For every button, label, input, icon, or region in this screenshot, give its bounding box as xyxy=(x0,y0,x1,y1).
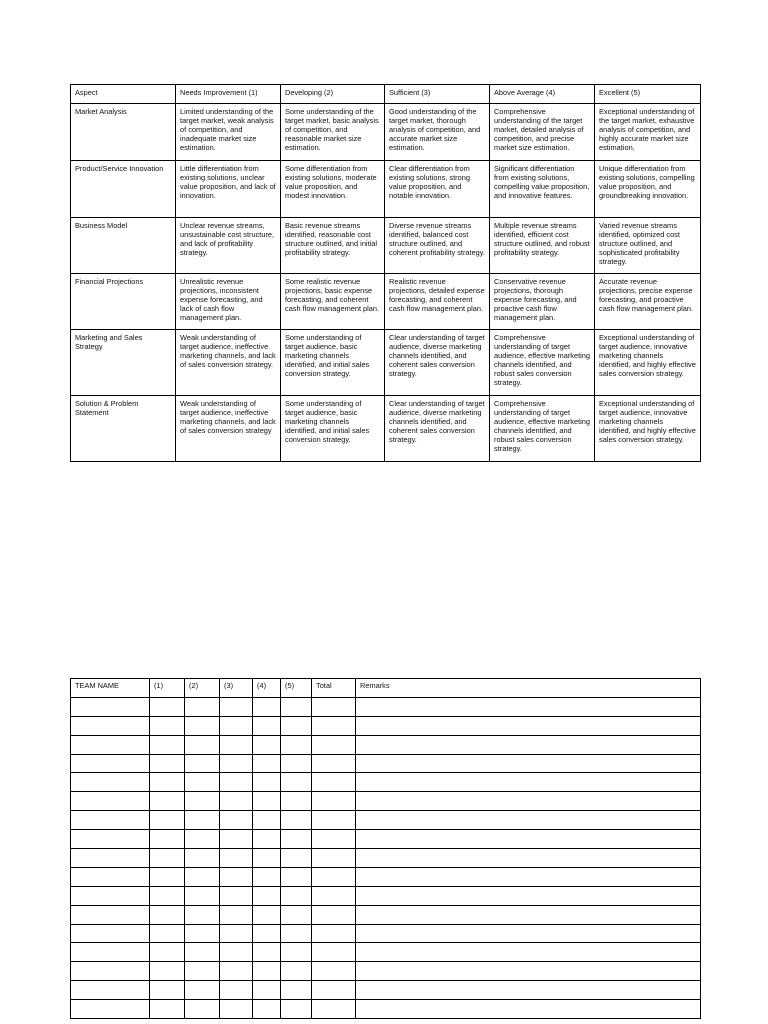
rubric-criteria-cell: Realistic revenue projections, detailed expense forecasting, and coherent cash flow management plan. xyxy=(385,274,490,330)
score-cell xyxy=(356,924,701,943)
rubric-criteria-cell: Some realistic revenue projections, basic expense forecasting, and coherent cash flow management plan. xyxy=(281,274,385,330)
score-cell xyxy=(71,924,150,943)
rubric-criteria-cell: Clear understanding of target audience, diverse marketing channels identified, and coherent sales conversion strategy. xyxy=(385,396,490,462)
score-cell xyxy=(312,867,356,886)
score-header-cell: Total xyxy=(312,679,356,698)
score-cell xyxy=(253,697,281,716)
score-cell xyxy=(150,924,185,943)
rubric-criteria-cell: Comprehensive understanding of the target market, detailed analysis of competition, and precise market size estimation. xyxy=(490,104,595,161)
score-cell xyxy=(220,754,253,773)
score-cell xyxy=(150,905,185,924)
score-cell xyxy=(253,867,281,886)
rubric-header-cell: Sufficient (3) xyxy=(385,85,490,104)
score-cell xyxy=(150,697,185,716)
score-cell xyxy=(356,792,701,811)
score-cell xyxy=(185,867,220,886)
score-cell xyxy=(185,943,220,962)
rubric-criteria-cell: Some understanding of target audience, basic marketing channels identified, and initial sales conversion strategy. xyxy=(281,396,385,462)
score-row xyxy=(71,962,701,981)
score-cell xyxy=(356,697,701,716)
score-cell xyxy=(312,943,356,962)
score-row xyxy=(71,754,701,773)
score-cell xyxy=(71,811,150,830)
score-cell xyxy=(312,849,356,868)
score-cell xyxy=(220,867,253,886)
score-cell xyxy=(281,849,312,868)
score-cell xyxy=(150,716,185,735)
score-row xyxy=(71,905,701,924)
score-header-cell: (3) xyxy=(220,679,253,698)
score-cell xyxy=(253,830,281,849)
rubric-header-cell: Aspect xyxy=(71,85,176,104)
score-row xyxy=(71,886,701,905)
score-row xyxy=(71,811,701,830)
score-cell xyxy=(220,792,253,811)
score-row xyxy=(71,716,701,735)
rubric-aspect-cell: Solution & Problem Statement xyxy=(71,396,176,462)
score-header-cell: (5) xyxy=(281,679,312,698)
score-cell xyxy=(220,924,253,943)
score-cell xyxy=(312,754,356,773)
score-header-cell: (1) xyxy=(150,679,185,698)
score-cell xyxy=(220,886,253,905)
rubric-criteria-cell: Exceptional understanding of target audience, innovative marketing channels identified, and highly effective sales conversion strategy. xyxy=(595,330,701,396)
score-cell xyxy=(281,924,312,943)
score-cell xyxy=(150,830,185,849)
score-cell xyxy=(185,849,220,868)
score-cell xyxy=(185,792,220,811)
score-cell xyxy=(253,981,281,1000)
score-cell xyxy=(253,792,281,811)
score-cell xyxy=(281,962,312,981)
score-cell xyxy=(312,792,356,811)
score-cell xyxy=(220,697,253,716)
score-cell xyxy=(253,716,281,735)
rubric-criteria-cell: Clear differentiation from existing solutions, strong value proposition, and notable innovation. xyxy=(385,161,490,218)
score-cell xyxy=(150,735,185,754)
score-cell xyxy=(185,905,220,924)
score-cell xyxy=(312,981,356,1000)
score-cell xyxy=(253,924,281,943)
score-cell xyxy=(281,716,312,735)
score-cell xyxy=(356,849,701,868)
rubric-criteria-cell: Unrealistic revenue projections, inconsistent expense forecasting, and lack of cash flow management plan. xyxy=(176,274,281,330)
rubric-criteria-cell: Exceptional understanding of target audience, innovative marketing channels identified, and highly effective sales conversion strategy. xyxy=(595,396,701,462)
score-cell xyxy=(356,830,701,849)
score-cell xyxy=(220,716,253,735)
score-cell xyxy=(185,830,220,849)
score-cell xyxy=(150,962,185,981)
score-cell xyxy=(150,773,185,792)
score-cell xyxy=(150,792,185,811)
score-cell xyxy=(356,811,701,830)
score-cell xyxy=(71,735,150,754)
score-cell xyxy=(356,773,701,792)
score-header-cell: (4) xyxy=(253,679,281,698)
score-header-cell: TEAM NAME xyxy=(71,679,150,698)
score-cell xyxy=(253,735,281,754)
score-cell xyxy=(150,886,185,905)
score-cell xyxy=(150,943,185,962)
score-cell xyxy=(71,849,150,868)
rubric-criteria-cell: Unclear revenue streams, unsustainable cost structure, and lack of profitability strategy. xyxy=(176,218,281,274)
rubric-row xyxy=(71,330,701,396)
score-cell xyxy=(281,943,312,962)
score-cell xyxy=(185,754,220,773)
score-cell xyxy=(253,886,281,905)
score-header-cell: Remarks xyxy=(356,679,701,698)
score-sheet-body xyxy=(71,679,701,1019)
score-cell xyxy=(281,981,312,1000)
score-cell xyxy=(281,773,312,792)
score-row xyxy=(71,867,701,886)
rubric-criteria-cell: Clear understanding of target audience, diverse marketing channels identified, and coherent sales conversion strategy. xyxy=(385,330,490,396)
score-cell xyxy=(356,867,701,886)
rubric-criteria-cell: Some understanding of the target market, basic analysis of competition, and reasonable market size estimation. xyxy=(281,104,385,161)
rubric-criteria-cell: Multiple revenue streams identified, efficient cost structure outlined, and robust profitability strategy. xyxy=(490,218,595,274)
score-cell xyxy=(150,1000,185,1019)
score-cell xyxy=(253,943,281,962)
score-cell xyxy=(312,735,356,754)
rubric-criteria-cell: Accurate revenue projections, precise expense forecasting, and proactive cash flow management plan. xyxy=(595,274,701,330)
rubric-header-cell: Above Average (4) xyxy=(490,85,595,104)
score-cell xyxy=(312,811,356,830)
score-cell xyxy=(150,867,185,886)
score-cell xyxy=(281,830,312,849)
score-cell xyxy=(220,735,253,754)
rubric-body xyxy=(71,85,701,462)
score-cell xyxy=(356,981,701,1000)
score-row xyxy=(71,1000,701,1019)
score-cell xyxy=(71,943,150,962)
score-cell xyxy=(71,905,150,924)
score-cell xyxy=(185,962,220,981)
rubric-header-cell: Needs Improvement (1) xyxy=(176,85,281,104)
score-cell xyxy=(185,735,220,754)
score-cell xyxy=(281,792,312,811)
score-cell xyxy=(281,735,312,754)
score-cell xyxy=(71,962,150,981)
score-cell xyxy=(220,773,253,792)
score-cell xyxy=(312,1000,356,1019)
rubric-row xyxy=(71,218,701,274)
score-header-row xyxy=(71,679,701,698)
rubric-criteria-cell: Varied revenue streams identified, optimized cost structure outlined, and sophisticated profitability strategy. xyxy=(595,218,701,274)
score-cell xyxy=(185,697,220,716)
rubric-criteria-cell: Good understanding of the target market, thorough analysis of competition, and accurate market size estimation. xyxy=(385,104,490,161)
score-cell xyxy=(71,867,150,886)
score-cell xyxy=(71,1000,150,1019)
score-cell xyxy=(71,754,150,773)
score-cell xyxy=(356,943,701,962)
rubric-header-cell: Excellent (5) xyxy=(595,85,701,104)
score-cell xyxy=(71,773,150,792)
rubric-aspect-cell: Product/Service Innovation xyxy=(71,161,176,218)
rubric-row xyxy=(71,274,701,330)
rubric-table xyxy=(70,84,701,462)
rubric-row xyxy=(71,104,701,161)
score-cell xyxy=(312,830,356,849)
score-cell xyxy=(220,830,253,849)
score-cell xyxy=(312,716,356,735)
score-cell xyxy=(253,811,281,830)
score-cell xyxy=(185,981,220,1000)
score-row xyxy=(71,735,701,754)
rubric-row xyxy=(71,161,701,218)
score-cell xyxy=(312,905,356,924)
score-cell xyxy=(281,697,312,716)
rubric-criteria-cell: Little differentiation from existing solutions, unclear value proposition, and lack of innovation. xyxy=(176,161,281,218)
rubric-criteria-cell: Limited understanding of the target market, weak analysis of competition, and inadequate market size estimation. xyxy=(176,104,281,161)
score-cell xyxy=(312,773,356,792)
score-row xyxy=(71,792,701,811)
score-cell xyxy=(281,905,312,924)
score-cell xyxy=(220,943,253,962)
rubric-criteria-cell: Weak understanding of target audience, ineffective marketing channels, and lack of sales conversion strategy xyxy=(176,396,281,462)
rubric-criteria-cell: Significant differentiation from existing solutions, compelling value proposition, and innovative features. xyxy=(490,161,595,218)
rubric-header-cell: Developing (2) xyxy=(281,85,385,104)
score-cell xyxy=(312,697,356,716)
score-cell xyxy=(185,773,220,792)
score-cell xyxy=(253,849,281,868)
rubric-aspect-cell: Financial Projections xyxy=(71,274,176,330)
score-cell xyxy=(71,981,150,1000)
rubric-criteria-cell: Unique differentiation from existing solutions, compelling value proposition, and groundbreaking innovation. xyxy=(595,161,701,218)
score-cell xyxy=(150,981,185,1000)
score-cell xyxy=(253,962,281,981)
score-cell xyxy=(71,886,150,905)
score-cell xyxy=(71,830,150,849)
score-cell xyxy=(71,697,150,716)
rubric-aspect-cell: Market Analysis xyxy=(71,104,176,161)
rubric-criteria-cell: Comprehensive understanding of target audience, effective marketing channels identified, and robust sales conversion strategy. xyxy=(490,396,595,462)
score-cell xyxy=(281,811,312,830)
score-cell xyxy=(185,924,220,943)
rubric-criteria-cell: Weak understanding of target audience, ineffective marketing channels, and lack of sales conversion strategy. xyxy=(176,330,281,396)
rubric-header-row xyxy=(71,85,701,104)
score-cell xyxy=(220,1000,253,1019)
score-cell xyxy=(253,754,281,773)
score-cell xyxy=(220,811,253,830)
score-row xyxy=(71,773,701,792)
score-row xyxy=(71,849,701,868)
score-cell xyxy=(312,886,356,905)
score-cell xyxy=(356,754,701,773)
score-cell xyxy=(356,905,701,924)
score-row xyxy=(71,830,701,849)
score-cell xyxy=(220,849,253,868)
score-cell xyxy=(281,1000,312,1019)
score-cell xyxy=(150,811,185,830)
score-cell xyxy=(356,735,701,754)
rubric-criteria-cell: Some differentiation from existing solutions, moderate value proposition, and modest innovation. xyxy=(281,161,385,218)
score-cell xyxy=(253,905,281,924)
rubric-criteria-cell: Some understanding of target audience, basic marketing channels identified, and initial sales conversion strategy. xyxy=(281,330,385,396)
score-cell xyxy=(220,981,253,1000)
score-cell xyxy=(281,867,312,886)
score-row xyxy=(71,924,701,943)
rubric-aspect-cell: Business Model xyxy=(71,218,176,274)
score-cell xyxy=(253,773,281,792)
score-cell xyxy=(150,849,185,868)
rubric-criteria-cell: Conservative revenue projections, thorough expense forecasting, and proactive cash flow management plan. xyxy=(490,274,595,330)
score-header-cell: (2) xyxy=(185,679,220,698)
score-row xyxy=(71,697,701,716)
score-cell xyxy=(312,924,356,943)
rubric-criteria-cell: Exceptional understanding of the target market, exhaustive analysis of competition, and highly accurate market size estimation. xyxy=(595,104,701,161)
score-row xyxy=(71,981,701,1000)
score-row xyxy=(71,943,701,962)
score-cell xyxy=(185,886,220,905)
score-cell xyxy=(185,811,220,830)
score-cell xyxy=(185,1000,220,1019)
rubric-criteria-cell: Diverse revenue streams identified, balanced cost structure outlined, and coherent profitability strategy. xyxy=(385,218,490,274)
score-cell xyxy=(185,716,220,735)
score-cell xyxy=(253,1000,281,1019)
score-cell xyxy=(71,792,150,811)
rubric-criteria-cell: Comprehensive understanding of target audience, effective marketing channels identified, and robust sales conversion strategy. xyxy=(490,330,595,396)
score-cell xyxy=(220,962,253,981)
score-cell xyxy=(356,962,701,981)
score-cell xyxy=(281,754,312,773)
rubric-aspect-cell: Marketing and Sales Strategy xyxy=(71,330,176,396)
score-cell xyxy=(71,716,150,735)
score-cell xyxy=(312,962,356,981)
score-sheet-table xyxy=(70,678,701,1019)
score-cell xyxy=(356,886,701,905)
score-cell xyxy=(150,754,185,773)
score-cell xyxy=(356,1000,701,1019)
rubric-row xyxy=(71,396,701,462)
score-cell xyxy=(220,905,253,924)
score-cell xyxy=(356,716,701,735)
rubric-criteria-cell: Basic revenue streams identified, reasonable cost structure outlined, and initial profitability strategy. xyxy=(281,218,385,274)
score-cell xyxy=(281,886,312,905)
